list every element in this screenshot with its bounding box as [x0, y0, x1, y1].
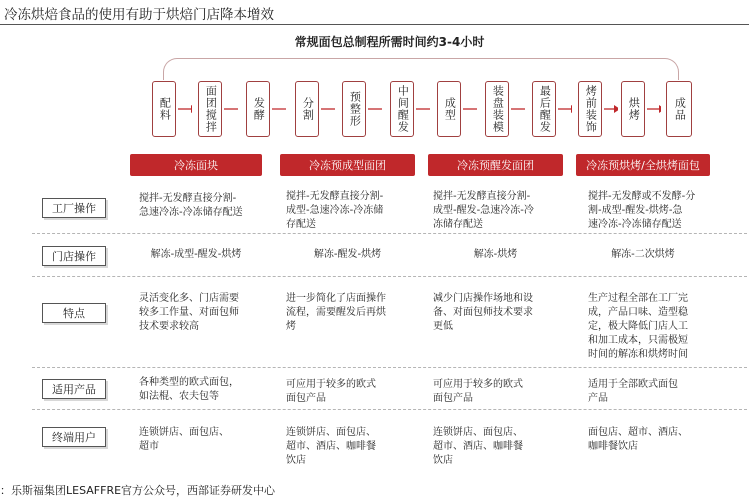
row-divider [32, 409, 747, 410]
table-cell: 搅拌-无发酵直接分割- 成型-醒发-急速冷冻-冷 冻储存配送 [433, 191, 534, 230]
arrow-right-icon [178, 103, 192, 115]
arrow-right-icon [224, 103, 238, 115]
table-cell: 连锁饼店、面包店、 超市、酒店、咖啡餐 饮店 [286, 427, 376, 466]
process-bracket [163, 58, 679, 80]
table-cell: 生产过程全部在工厂完 成，产品口味、造型稳 定，极大降低门店人工 和加工成本，只需极短 时间的解冻和烘烤时间 [588, 293, 688, 360]
row-label: 门店操作 [42, 246, 106, 266]
arrow-right-icon [463, 103, 477, 115]
table-cell: 搅拌-无发酵直接分割- 急速冷冻-冷冻储存配送 [139, 193, 243, 218]
process-step: 配料 [152, 81, 176, 137]
row-divider [32, 233, 747, 234]
arrow-right-icon [368, 103, 382, 115]
row-divider [32, 276, 747, 277]
table-cell: 适用于全部欧式面包 产品 [588, 379, 678, 404]
table-cell: 减少门店操作场地和设 备、对面包师技术要求 更低 [433, 293, 533, 332]
process-step: 面团搅拌 [198, 81, 222, 137]
process-step: 烘烤 [621, 81, 645, 137]
category-header: 冷冻预成型面团 [280, 154, 415, 176]
row-divider [32, 367, 747, 368]
process-step: 发酵 [246, 81, 270, 137]
process-step: 烤前装饰 [578, 81, 602, 137]
row-label: 适用产品 [42, 379, 106, 399]
category-header: 冷冻预烘烤/全烘烤面包 [576, 154, 710, 176]
source-note: ：乐斯福集团LESAFFRE官方公众号，西部证券研发中心 [0, 484, 276, 497]
process-step: 成品 [666, 81, 692, 137]
table-cell: 可应用于较多的欧式 面包产品 [286, 379, 376, 404]
table-cell: 搅拌-无发酵或不发酵-分 割-成型-醒发-烘烤-急 速冷冻-冷冻储存配送 [588, 191, 696, 230]
arrow-right-icon [321, 103, 335, 115]
process-step: 装盘装模 [485, 81, 509, 137]
title-divider [0, 24, 749, 25]
table-cell: 进一步简化了店面操作 流程，需要醒发后再烘 烤 [286, 293, 386, 332]
arrow-right-icon [272, 103, 286, 115]
arrow-right-icon [416, 103, 430, 115]
process-step: 中间醒发 [390, 81, 414, 137]
process-step: 成型 [437, 81, 461, 137]
table-cell: 解冻-醒发-烘烤 [313, 249, 382, 260]
table-cell: 解冻-二次烘烤 [611, 249, 675, 260]
table-cell: 解冻-烘烤 [473, 249, 518, 260]
table-cell: 连锁饼店、面包店、 超市 [139, 427, 229, 452]
arrow-right-icon [604, 103, 618, 115]
process-step: 分割 [295, 81, 319, 137]
table-cell: 灵活变化多、门店需要 较多工作量、对面包师 技术要求较高 [139, 293, 239, 332]
arrow-right-icon [558, 103, 572, 115]
table-cell: 各种类型的欧式面包， 如法棍、农夫包等 [139, 377, 239, 402]
category-header: 冷冻预醒发面团 [428, 154, 563, 176]
arrow-right-icon [511, 103, 525, 115]
table-cell: 搅拌-无发酵直接分割- 成型-急速冷冻-冷冻储 存配送 [286, 191, 384, 230]
arrow-right-icon [647, 103, 661, 115]
process-header: 常规面包总制程所需时间约3-4小时 [294, 35, 485, 49]
table-cell: 连锁饼店、面包店、 超市、酒店、咖啡餐 饮店 [433, 427, 523, 466]
table-cell: 面包店、超市、酒店、 咖啡餐饮店 [588, 427, 688, 452]
process-step: 最后醒发 [532, 81, 556, 137]
page-title: 冷冻烘焙食品的使用有助于烘焙门店降本增效 [4, 7, 274, 23]
table-cell: 可应用于较多的欧式 面包产品 [433, 379, 523, 404]
category-header: 冷冻面块 [130, 154, 262, 176]
row-label: 终端用户 [42, 427, 106, 447]
process-step: 预整形 [342, 81, 366, 137]
row-label: 工厂操作 [42, 198, 106, 218]
row-label: 特点 [42, 303, 106, 323]
table-cell: 解冻-成型-醒发-烘烤 [150, 249, 242, 260]
